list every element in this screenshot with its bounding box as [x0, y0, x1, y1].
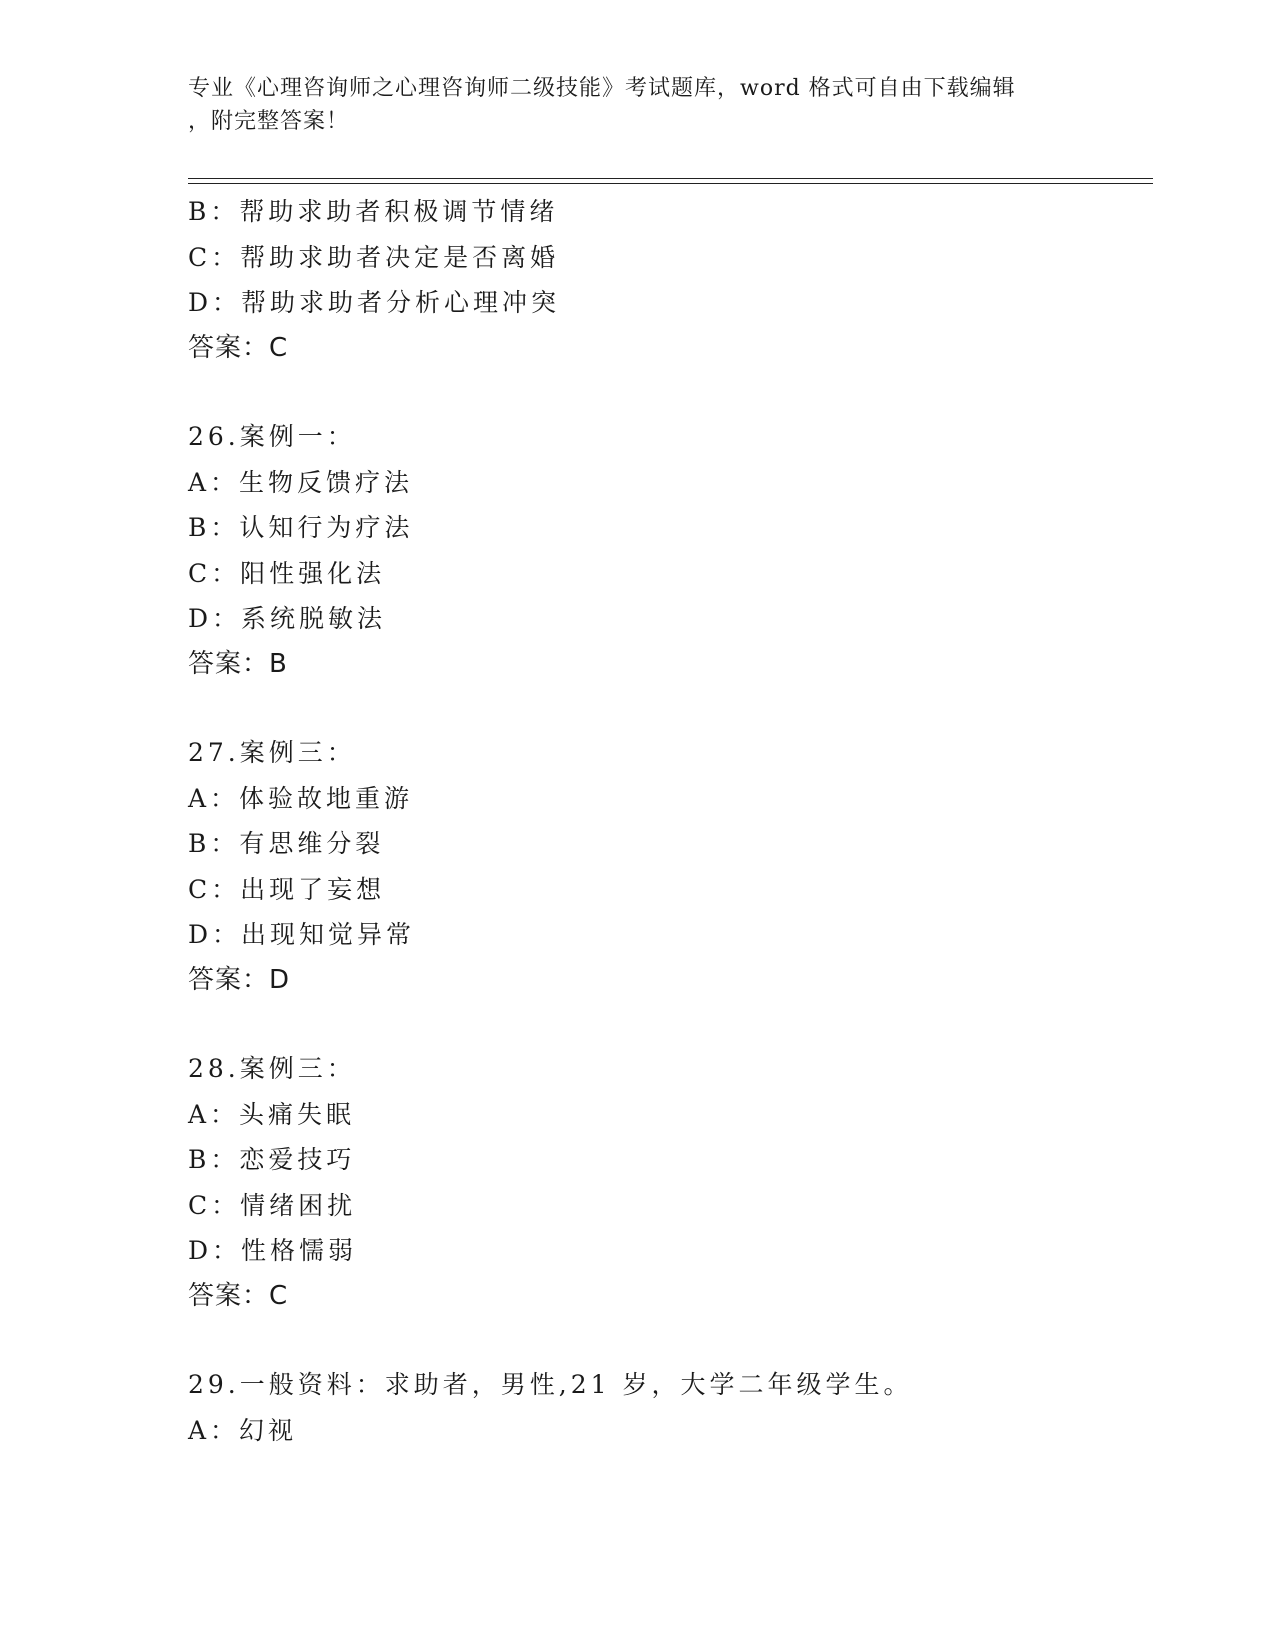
header-line-1: 专业《心理咨询师之心理咨询师二级技能》考试题库，word 格式可自由下载编辑 — [188, 76, 1016, 101]
question-stem: 26.案例一： — [188, 422, 356, 451]
option-a: A：头痛失眠 — [188, 1099, 356, 1129]
option-b: B：恋爱技巧 — [188, 1145, 356, 1174]
question-stem: 28.案例三： — [188, 1054, 356, 1083]
option-b: B：帮助求助者积极调节情绪 — [188, 197, 559, 226]
option-d: D：性格懦弱 — [188, 1236, 358, 1265]
option-b: B：有思维分裂 — [188, 829, 385, 858]
question-26 — [188, 414, 1148, 687]
option-d: D：帮助求助者分析心理冲突 — [188, 288, 561, 317]
question-list — [188, 189, 1148, 1453]
spacer — [188, 1003, 1148, 1046]
option-a: A：体验故地重游 — [188, 783, 414, 813]
answer-line: 答案：D — [188, 964, 291, 995]
option-c: C：出现了妄想 — [188, 874, 386, 904]
option-c: C：帮助求助者决定是否离婚 — [188, 242, 560, 272]
question-stem: 29.一般资料：求助者，男性,21 岁，大学二年级学生。 — [188, 1370, 913, 1399]
header-divider-bottom — [188, 183, 1153, 184]
question-stem: 27.案例三： — [188, 738, 356, 767]
option-d: D：出现知觉异常 — [188, 920, 416, 949]
header-divider-top — [188, 178, 1153, 179]
answer-line: 答案：C — [188, 332, 289, 363]
header-line-2: ，附完整答案！ — [188, 109, 350, 134]
answer-line: 答案：B — [188, 648, 288, 679]
option-b: B：认知行为疗法 — [188, 513, 414, 542]
question-28 — [188, 1046, 1148, 1319]
spacer — [188, 1319, 1148, 1362]
option-c: C：情绪困扰 — [188, 1190, 357, 1220]
answer-line: 答案：C — [188, 1280, 289, 1311]
question-29 — [188, 1362, 1148, 1453]
spacer — [188, 687, 1148, 730]
spacer — [188, 371, 1148, 414]
option-d: D：系统脱敏法 — [188, 604, 387, 633]
document-header — [188, 72, 1088, 138]
option-a: A：幻视 — [188, 1415, 298, 1445]
option-c: C：阳性强化法 — [188, 558, 386, 588]
question-27 — [188, 730, 1148, 1003]
option-a: A：生物反馈疗法 — [188, 467, 414, 497]
question-fragment — [188, 189, 1148, 371]
